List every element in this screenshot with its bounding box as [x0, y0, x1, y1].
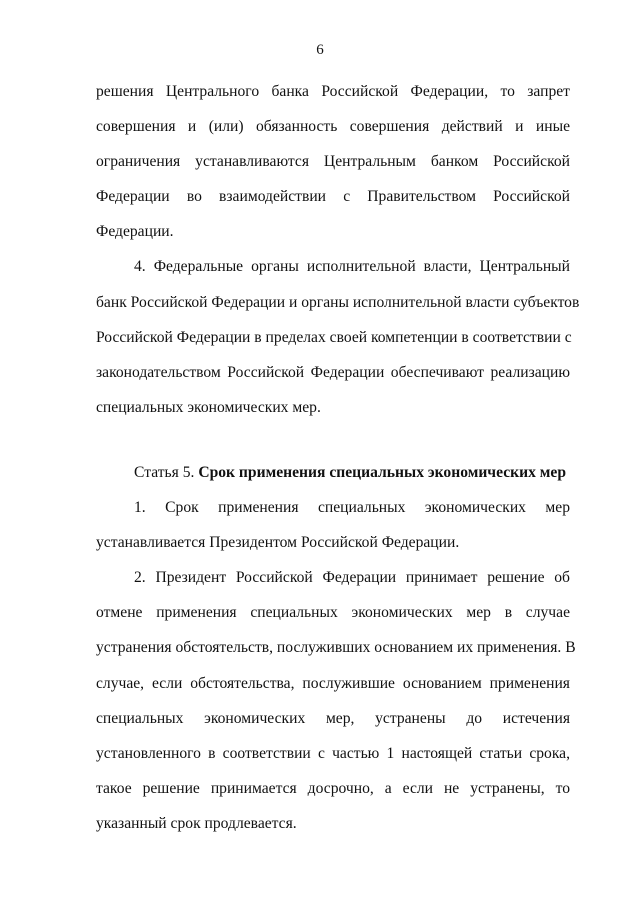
text-line: специальных экономических мер, устранены до истечения: [96, 709, 570, 727]
text-line: совершения и (или) обязанность совершения действий и иные: [96, 118, 570, 136]
text-line: устранения обстоятельств, послуживших основанием их применения. В: [96, 639, 576, 657]
paragraph-continuation: [96, 74, 570, 249]
text-line: 4. Федеральные органы исполнительной власти, Центральный: [134, 258, 570, 276]
text-line: указанный срок продлевается.: [96, 814, 297, 832]
text-line: Российской Федерации в пределах своей компетенции в соответствии с: [96, 328, 572, 346]
article-heading: [96, 455, 570, 490]
text-line: такое решение принимается досрочно, а если не устранены, то: [96, 779, 570, 797]
document-body: [96, 74, 580, 841]
text-line: банк Российской Федерации и органы исполнительной власти субъектов: [96, 293, 580, 311]
text-line: 2. Президент Российской Федерации принимает решение об: [134, 569, 570, 587]
paragraph-clause-4: [96, 249, 580, 424]
paragraph-clause-2: [96, 560, 576, 841]
text-line: 1. Срок применения специальных экономических мер: [134, 499, 570, 517]
text-line: Федерации.: [96, 223, 174, 241]
text-line: законодательством Российской Федерации обеспечивают реализацию: [96, 363, 570, 381]
paragraph-clause-1: [96, 490, 570, 560]
text-line: отмене применения специальных экономических мер в случае: [96, 604, 570, 622]
text-line: решения Центрального банка Российской Федерации, то запрет: [96, 83, 570, 100]
article-title: Срок применения специальных экономических мер: [198, 463, 567, 481]
text-line: Федерации во взаимодействии с Правительством Российской: [96, 188, 570, 206]
text-line: установленного в соответствии с частью 1 настоящей статьи срока,: [96, 744, 570, 762]
section-gap: [96, 425, 570, 455]
article-number: Статья 5.: [134, 463, 199, 481]
text-line: специальных экономических мер.: [96, 398, 321, 416]
text-line: устанавливается Президентом Российской Федерации.: [96, 534, 460, 552]
text-line: ограничения устанавливаются Центральным банком Российской: [96, 153, 570, 171]
page-number: 6: [316, 42, 324, 58]
text-line: случае, если обстоятельства, послужившие основанием применения: [96, 674, 570, 692]
